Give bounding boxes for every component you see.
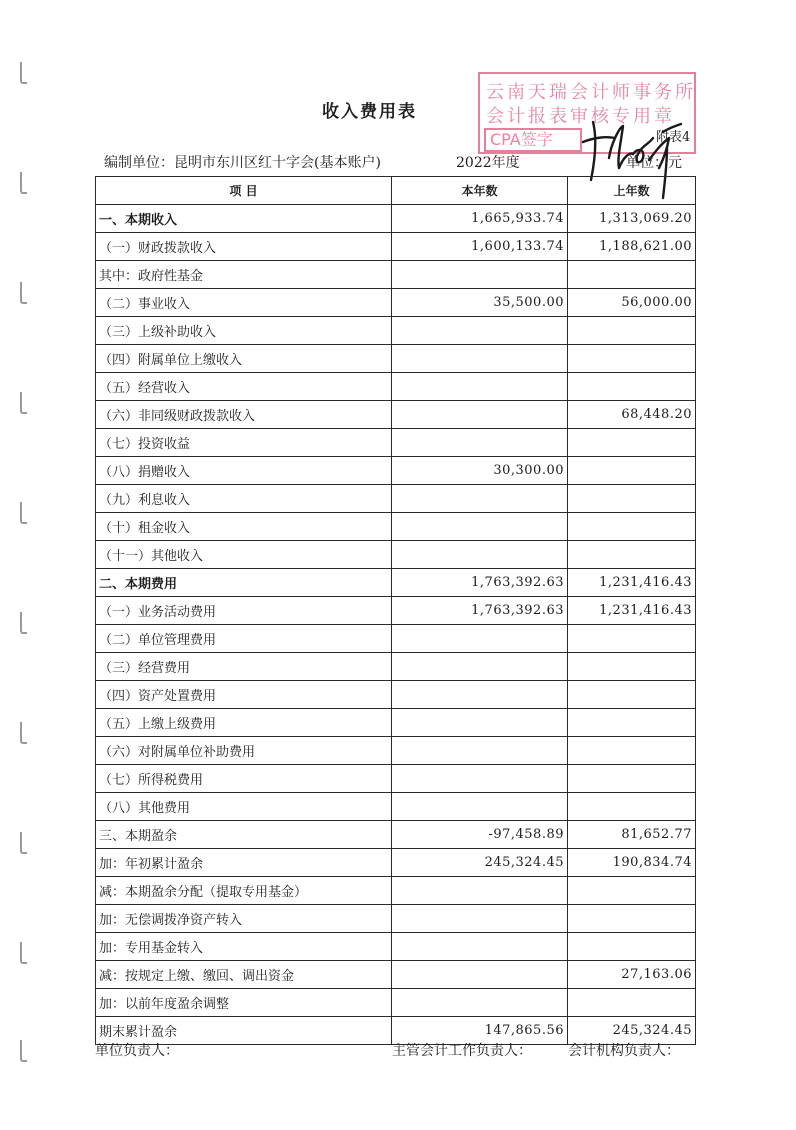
- row-previous: [568, 429, 696, 457]
- row-current: 1,665,933.74: [392, 205, 568, 233]
- unit-line: [104, 152, 381, 172]
- row-current: [392, 429, 568, 457]
- row-label: （八）捐赠收入: [96, 457, 392, 485]
- row-current: [392, 793, 568, 821]
- row-current: [392, 709, 568, 737]
- table-row: [96, 485, 696, 513]
- binder-mark: [20, 62, 27, 84]
- row-label: （九）利息收入: [96, 485, 392, 513]
- row-current: 147,865.56: [392, 1017, 568, 1045]
- header-previous: 上年数: [568, 177, 696, 205]
- row-label: 减：本期盈余分配（提取专用基金）: [96, 877, 392, 905]
- table-row: [96, 233, 696, 261]
- row-current: [392, 485, 568, 513]
- table-row: [96, 513, 696, 541]
- row-previous: [568, 933, 696, 961]
- row-label: 减：按规定上缴、缴回、调出资金: [96, 961, 392, 989]
- row-label: （十一）其他收入: [96, 541, 392, 569]
- table-row: [96, 709, 696, 737]
- row-previous: [568, 737, 696, 765]
- binder-mark: [20, 722, 27, 744]
- row-label: （十）租金收入: [96, 513, 392, 541]
- row-previous: [568, 653, 696, 681]
- table-row: [96, 821, 696, 849]
- row-previous: 81,652.77: [568, 821, 696, 849]
- table-row: [96, 793, 696, 821]
- row-previous: [568, 541, 696, 569]
- row-label: （七）投资收益: [96, 429, 392, 457]
- table-row: [96, 989, 696, 1017]
- row-label: （五）经营收入: [96, 373, 392, 401]
- footer-unit-head: 单位负责人：: [95, 1043, 179, 1059]
- table-row: [96, 373, 696, 401]
- row-previous: [568, 261, 696, 289]
- row-current: 245,324.45: [392, 849, 568, 877]
- table-row: [96, 877, 696, 905]
- footer-accounting-dept: 会计机构负责人：: [568, 1043, 680, 1059]
- row-previous: 1,188,621.00: [568, 233, 696, 261]
- row-current: 1,600,133.74: [392, 233, 568, 261]
- footer-accounting-head: 主管会计工作负责人：: [392, 1043, 532, 1059]
- row-label: （四）附属单位上缴收入: [96, 345, 392, 373]
- row-previous: [568, 625, 696, 653]
- row-label: 一、本期收入: [96, 205, 392, 233]
- row-current: [392, 737, 568, 765]
- row-previous: [568, 681, 696, 709]
- row-previous: [568, 345, 696, 373]
- table-row: [96, 317, 696, 345]
- row-previous: [568, 317, 696, 345]
- table-row: [96, 961, 696, 989]
- header-current: 本年数: [392, 177, 568, 205]
- unit-label: 编制单位：: [104, 155, 174, 171]
- table-row: [96, 849, 696, 877]
- row-current: [392, 345, 568, 373]
- row-current: [392, 681, 568, 709]
- row-current: [392, 961, 568, 989]
- binder-mark: [20, 502, 27, 524]
- binder-mark: [20, 392, 27, 414]
- table-row: [96, 681, 696, 709]
- binder-mark: [20, 832, 27, 854]
- currency-unit: 单位：元: [626, 155, 682, 171]
- row-previous: [568, 989, 696, 1017]
- row-label: 加：年初累计盈余: [96, 849, 392, 877]
- row-current: [392, 401, 568, 429]
- attachment-label: 附表4: [656, 130, 691, 145]
- table-row: [96, 205, 696, 233]
- row-previous: 56,000.00: [568, 289, 696, 317]
- table-row: [96, 541, 696, 569]
- row-current: [392, 765, 568, 793]
- row-label: 加：以前年度盈余调整: [96, 989, 392, 1017]
- row-label: （八）其他费用: [96, 793, 392, 821]
- row-current: [392, 541, 568, 569]
- row-current: [392, 877, 568, 905]
- table-row: [96, 933, 696, 961]
- header-item: 项 目: [96, 177, 392, 205]
- stamp-cpa-box: CPA签字: [484, 128, 582, 152]
- binder-mark: [20, 942, 27, 964]
- table-row: [96, 569, 696, 597]
- row-current: [392, 989, 568, 1017]
- row-label: 加：专用基金转入: [96, 933, 392, 961]
- row-previous: [568, 457, 696, 485]
- income-expense-table: [95, 176, 696, 1045]
- row-previous: [568, 485, 696, 513]
- row-current: [392, 653, 568, 681]
- row-label: 其中：政府性基金: [96, 261, 392, 289]
- row-label: （五）上缴上级费用: [96, 709, 392, 737]
- row-previous: [568, 905, 696, 933]
- row-label: （六）对附属单位补助费用: [96, 737, 392, 765]
- unit-name: 昆明市东川区红十字会(基本账户): [174, 155, 381, 171]
- binder-mark: [20, 1040, 27, 1062]
- row-label: （二）事业收入: [96, 289, 392, 317]
- row-current: [392, 625, 568, 653]
- row-previous: [568, 373, 696, 401]
- row-label: （一）财政拨款收入: [96, 233, 392, 261]
- row-previous: 190,834.74: [568, 849, 696, 877]
- row-label: 加：无偿调拨净资产转入: [96, 905, 392, 933]
- table-row: [96, 401, 696, 429]
- table-row: [96, 345, 696, 373]
- row-current: [392, 933, 568, 961]
- row-current: 35,500.00: [392, 289, 568, 317]
- table-row: [96, 597, 696, 625]
- row-label: 三、本期盈余: [96, 821, 392, 849]
- report-title: 收入费用表: [322, 102, 417, 122]
- row-current: -97,458.89: [392, 821, 568, 849]
- table-row: [96, 261, 696, 289]
- table-row: [96, 653, 696, 681]
- row-current: 1,763,392.63: [392, 569, 568, 597]
- row-label: （四）资产处置费用: [96, 681, 392, 709]
- table-row: [96, 429, 696, 457]
- row-previous: [568, 765, 696, 793]
- row-label: （三）经营费用: [96, 653, 392, 681]
- row-previous: [568, 793, 696, 821]
- row-current: 1,763,392.63: [392, 597, 568, 625]
- row-current: [392, 317, 568, 345]
- row-current: [392, 261, 568, 289]
- row-current: [392, 905, 568, 933]
- row-label: （六）非同级财政拨款收入: [96, 401, 392, 429]
- table-row: [96, 737, 696, 765]
- binder-mark: [20, 282, 27, 304]
- row-current: 30,300.00: [392, 457, 568, 485]
- row-label: （二）单位管理费用: [96, 625, 392, 653]
- binder-mark: [20, 612, 27, 634]
- table-row: [96, 457, 696, 485]
- row-label: （三）上级补助收入: [96, 317, 392, 345]
- row-previous: [568, 877, 696, 905]
- row-previous: 245,324.45: [568, 1017, 696, 1045]
- row-previous: 68,448.20: [568, 401, 696, 429]
- table-row: [96, 765, 696, 793]
- row-label: （七）所得税费用: [96, 765, 392, 793]
- row-label: 期末累计盈余: [96, 1017, 392, 1045]
- row-previous: [568, 513, 696, 541]
- table-row: [96, 289, 696, 317]
- row-label: 二、本期费用: [96, 569, 392, 597]
- row-previous: 1,231,416.43: [568, 569, 696, 597]
- stamp-line-1: 云南天瑞会计师事务所: [486, 82, 696, 103]
- binder-mark: [20, 172, 27, 194]
- row-previous: 1,313,069.20: [568, 205, 696, 233]
- table-row: [96, 625, 696, 653]
- row-previous: [568, 709, 696, 737]
- row-label: （一）业务活动费用: [96, 597, 392, 625]
- row-current: [392, 373, 568, 401]
- row-current: [392, 513, 568, 541]
- row-previous: 27,163.06: [568, 961, 696, 989]
- table-header-row: [96, 177, 696, 205]
- row-previous: 1,231,416.43: [568, 597, 696, 625]
- stamp-line-2: 会计报表审核专用章: [486, 106, 675, 127]
- period: 2022年度: [456, 155, 520, 171]
- table-row: [96, 905, 696, 933]
